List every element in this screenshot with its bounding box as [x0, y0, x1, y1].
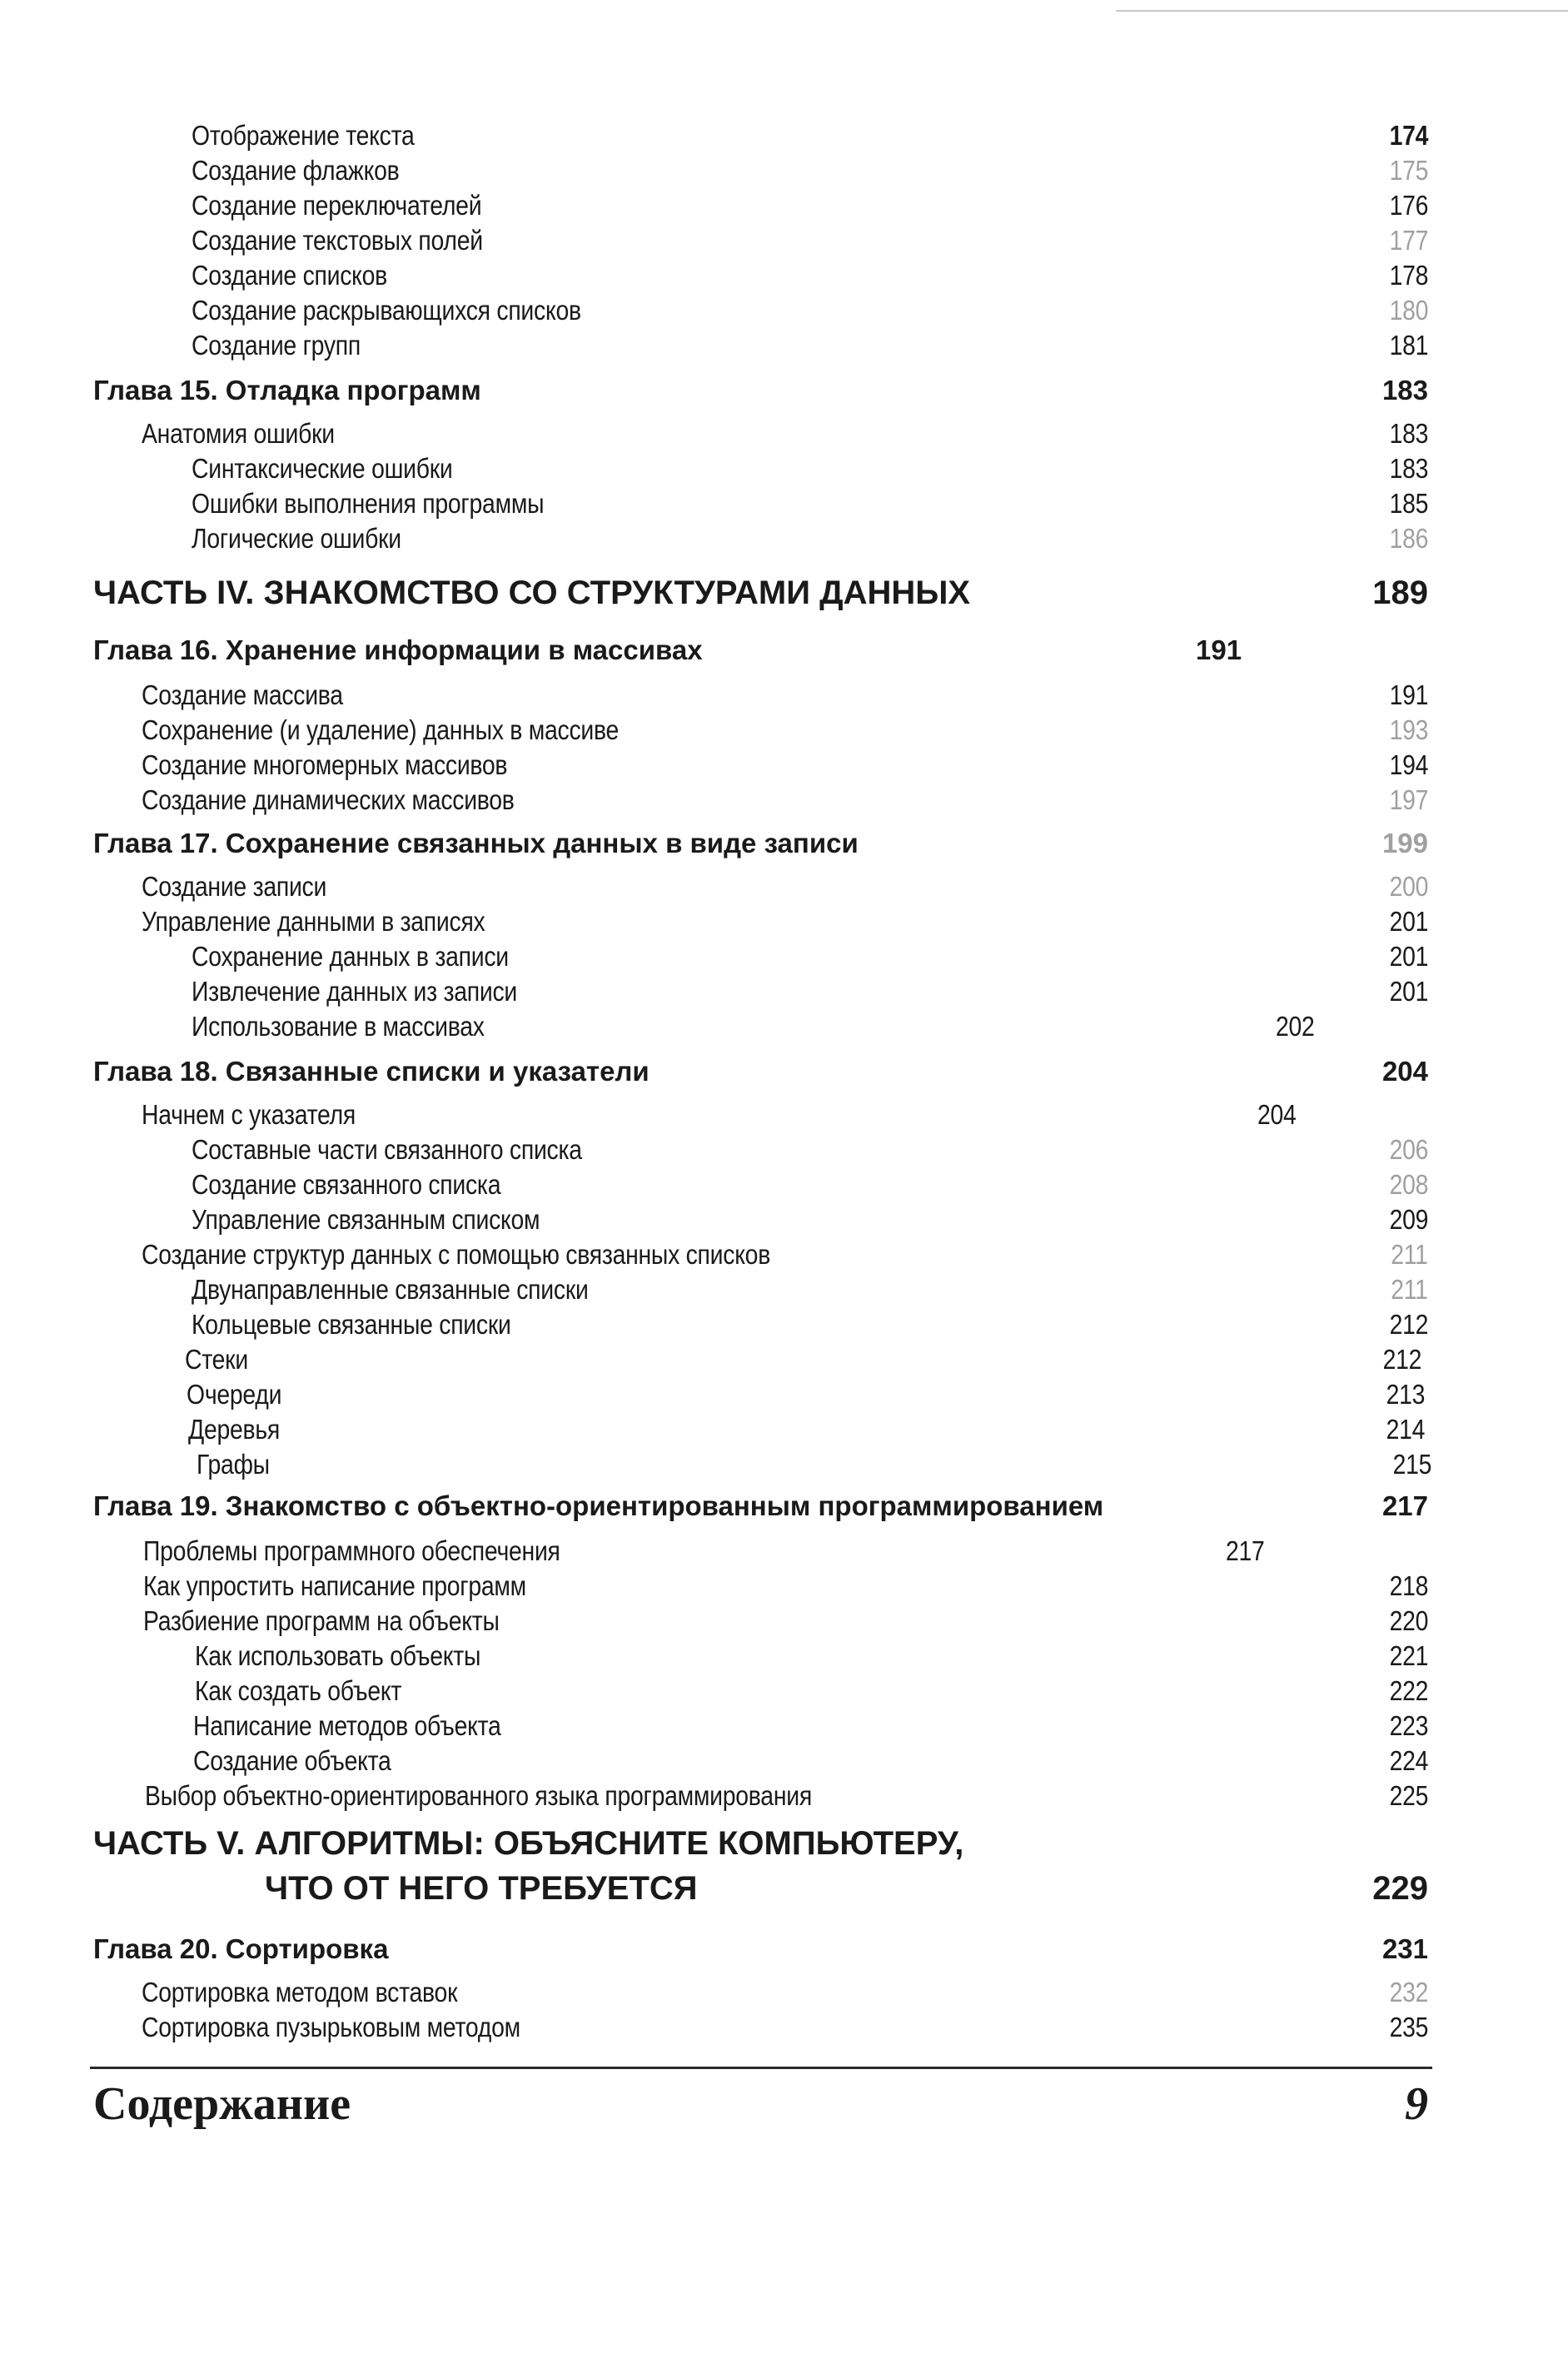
part-heading — [0, 1820, 1568, 1867]
chapter-page: 217 — [1381, 1490, 1428, 1521]
entry-title: Сохранение данных в записи — [192, 941, 509, 972]
entry-title: Создание структур данных с помощью связанных списков — [142, 1239, 771, 1270]
footer-title: Содержание — [93, 2078, 351, 2130]
chapter-title: Глава 16. Хранение информации в массивах — [93, 634, 703, 665]
toc-entry — [0, 1166, 1568, 1204]
entry-page: 209 — [1389, 1204, 1428, 1235]
toc-entry — [0, 520, 1568, 558]
entry-title: Создание связанного списка — [192, 1169, 501, 1200]
entry-title: Сортировка методом вставок — [142, 1977, 458, 2007]
part-page: 189 — [1372, 575, 1428, 611]
toc-entry — [0, 938, 1568, 976]
entry-page: 218 — [1389, 1570, 1428, 1601]
chapter-page: 183 — [1381, 375, 1428, 405]
entry-title: Создание раскрывающихся списков — [192, 295, 581, 326]
entry-page: 200 — [1389, 871, 1428, 902]
toc-entry — [0, 1410, 1568, 1449]
entry-page: 193 — [1389, 714, 1428, 745]
entry-title: Логические ошибки — [192, 523, 401, 554]
chapter-title: Глава 17. Сохранение связанных данных в виде записи — [93, 828, 859, 858]
toc-entry — [0, 1236, 1568, 1274]
entry-page: 201 — [1389, 906, 1428, 937]
toc-entry — [0, 326, 1568, 365]
toc-entry — [0, 450, 1568, 488]
toc-entry — [0, 152, 1568, 190]
entry-page: 212 — [1382, 1344, 1421, 1375]
entry-page: 232 — [1389, 1977, 1428, 2007]
toc-entry — [0, 1007, 1568, 1046]
entry-title: Выбор объектно-ориентированного языка программирования — [145, 1780, 812, 1811]
entry-title: Синтаксические ошибки — [192, 453, 453, 484]
toc-entry — [0, 1777, 1568, 1815]
entry-page: 176 — [1389, 190, 1428, 221]
entry-page: 221 — [1389, 1640, 1428, 1671]
entry-page: 206 — [1389, 1134, 1428, 1165]
entry-page: 214 — [1386, 1414, 1425, 1445]
entry-page: 223 — [1389, 1710, 1428, 1741]
part-title: ЧАСТЬ V. АЛГОРИТМЫ: ОБЪЯСНИТЕ КОМПЬЮТЕРУ, — [93, 1825, 964, 1862]
entry-title: Кольцевые связанные списки — [192, 1309, 511, 1340]
part-heading — [0, 570, 1568, 616]
entry-page: 183 — [1389, 453, 1428, 484]
toc-entry — [0, 746, 1568, 784]
toc-entry — [0, 291, 1568, 330]
chapter-title: Глава 20. Сортировка — [93, 1933, 389, 1964]
toc-entry — [0, 1271, 1568, 1309]
entry-page: 211 — [1391, 1274, 1428, 1305]
entry-page: 213 — [1386, 1379, 1425, 1410]
entry-title: Сохранение (и удаление) данных в массиве — [142, 714, 620, 745]
toc-entry — [0, 1672, 1568, 1710]
part-page: 229 — [1372, 1870, 1428, 1907]
entry-title: Создание групп — [192, 330, 361, 361]
entry-title: Использование в массивах — [192, 1011, 485, 1042]
chapter-heading — [0, 631, 1568, 669]
entry-page: 177 — [1389, 225, 1428, 256]
toc-entry — [0, 868, 1568, 906]
toc-entry — [0, 1201, 1568, 1239]
entry-title: Написание методов объекта — [193, 1710, 501, 1741]
entry-page: 180 — [1389, 295, 1428, 326]
toc-entry — [0, 415, 1568, 453]
top-edge-line — [1116, 10, 1568, 12]
toc-entry — [0, 1341, 1568, 1379]
footer-rule — [90, 2067, 1432, 2069]
chapter-page: 231 — [1381, 1933, 1428, 1964]
toc-entry — [0, 676, 1568, 714]
entry-page: 185 — [1389, 488, 1428, 519]
toc-entry — [0, 1973, 1568, 2012]
entry-page: 215 — [1392, 1449, 1431, 1480]
toc-entry — [0, 1567, 1568, 1605]
toc-entry — [0, 1707, 1568, 1745]
toc-entry — [0, 2008, 1568, 2047]
entry-title: Как использовать объекты — [195, 1640, 481, 1671]
entry-page: 197 — [1389, 784, 1428, 815]
entry-page: 224 — [1389, 1745, 1428, 1776]
entry-title: Начнем с указателя — [142, 1099, 356, 1130]
entry-page: 181 — [1389, 330, 1428, 361]
toc-entry — [0, 711, 1568, 749]
toc-entry — [0, 221, 1568, 260]
entry-page: 178 — [1389, 260, 1428, 291]
entry-title: Проблемы программного обеспечения — [143, 1535, 560, 1566]
part-heading-continued — [0, 1865, 1568, 1912]
entry-title: Стеки — [185, 1344, 248, 1375]
entry-title: Создание записи — [142, 871, 327, 902]
entry-title: Деревья — [188, 1414, 280, 1445]
entry-page: 186 — [1389, 523, 1428, 554]
toc-entry — [0, 117, 1568, 155]
entry-page: 211 — [1391, 1239, 1428, 1270]
chapter-title: Глава 15. Отладка программ — [93, 375, 481, 405]
chapter-heading — [0, 824, 1568, 863]
entry-page: 174 — [1389, 120, 1428, 151]
part-title: ЧАСТЬ IV. ЗНАКОМСТВО СО СТРУКТУРАМИ ДАННЫХ — [93, 575, 971, 611]
entry-page: 201 — [1389, 976, 1428, 1007]
chapter-page: 204 — [1381, 1056, 1428, 1087]
entry-title: Двунаправленные связанные списки — [192, 1274, 589, 1305]
entry-title: Извлечение данных из записи — [192, 976, 518, 1007]
entry-page: 212 — [1389, 1309, 1428, 1340]
entry-title: Создание массива — [142, 679, 343, 710]
entry-title: Анатомия ошибки — [142, 418, 335, 449]
entry-title: Создание списков — [192, 260, 387, 291]
chapter-heading — [0, 1487, 1568, 1525]
toc-entry — [0, 485, 1568, 523]
entry-title: Создание флажков — [192, 155, 400, 186]
entry-title: Графы — [197, 1449, 270, 1480]
chapter-heading — [0, 371, 1568, 410]
entry-title: Составные части связанного списка — [192, 1134, 582, 1165]
toc-entry — [0, 973, 1568, 1011]
toc-entry — [0, 1742, 1568, 1780]
entry-title: Сортировка пузырьковым методом — [142, 2012, 520, 2042]
footer-page-number: 9 — [1405, 2078, 1428, 2130]
entry-page: 217 — [1226, 1535, 1265, 1566]
toc-entry — [0, 781, 1568, 819]
entry-page: 222 — [1389, 1675, 1428, 1706]
entry-title: Очереди — [187, 1379, 282, 1410]
toc-entry — [0, 1532, 1568, 1570]
chapter-page: 191 — [1196, 634, 1242, 665]
toc-entry — [0, 1376, 1568, 1414]
toc-entry — [0, 1602, 1568, 1640]
toc-entry — [0, 1306, 1568, 1344]
entry-title: Как упростить написание программ — [143, 1570, 526, 1601]
entry-page: 208 — [1389, 1169, 1428, 1200]
entry-title: Управление связанным списком — [192, 1204, 540, 1235]
entry-title: Управление данными в записях — [142, 906, 485, 937]
entry-page: 204 — [1257, 1099, 1297, 1130]
toc-entry — [0, 1131, 1568, 1169]
part-title-line2: ЧТО ОТ НЕГО ТРЕБУЕТСЯ — [265, 1870, 698, 1907]
chapter-page: 199 — [1381, 828, 1428, 858]
entry-page: 194 — [1389, 749, 1428, 780]
entry-title: Разбиение программ на объекты — [143, 1605, 500, 1636]
entry-page: 175 — [1389, 155, 1428, 186]
entry-page: 201 — [1389, 941, 1428, 972]
entry-title: Как создать объект — [195, 1675, 402, 1706]
entry-title: Отображение текста — [192, 120, 415, 151]
toc-entry — [0, 1096, 1568, 1134]
entry-title: Создание переключателей — [192, 190, 482, 221]
toc-entry — [0, 256, 1568, 295]
chapter-heading — [0, 1052, 1568, 1091]
entry-page: 202 — [1276, 1011, 1315, 1042]
entry-page: 183 — [1389, 418, 1428, 449]
chapter-title: Глава 18. Связанные списки и указатели — [93, 1056, 650, 1087]
entry-title: Создание объекта — [193, 1745, 391, 1776]
entry-page: 235 — [1389, 2012, 1428, 2042]
toc-entry — [0, 1637, 1568, 1675]
entry-title: Создание динамических массивов — [142, 784, 515, 815]
entry-title: Создание многомерных массивов — [142, 749, 508, 780]
entry-page: 191 — [1389, 679, 1428, 710]
toc-entry — [0, 1445, 1568, 1484]
entry-title: Ошибки выполнения программы — [192, 488, 545, 519]
entry-title: Создание текстовых полей — [192, 225, 483, 256]
toc-entry — [0, 903, 1568, 941]
entry-page: 225 — [1389, 1780, 1428, 1811]
entry-page: 220 — [1389, 1605, 1428, 1636]
chapter-title: Глава 19. Знакомство с объектно-ориентированным программированием — [93, 1490, 1104, 1521]
chapter-heading — [0, 1930, 1568, 1968]
toc-entry — [0, 187, 1568, 225]
